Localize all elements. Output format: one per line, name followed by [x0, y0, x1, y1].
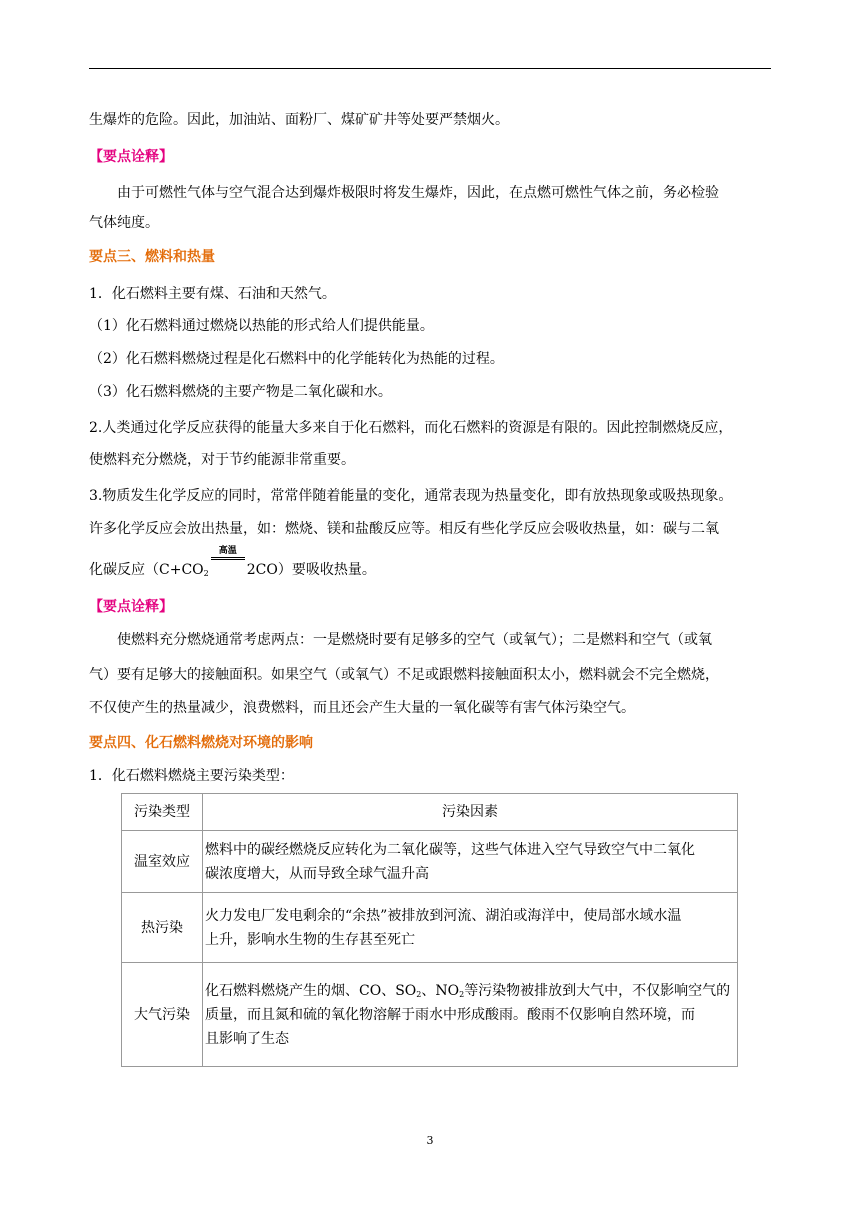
equation-suffix: 2CO）要吸收热量。 [246, 562, 376, 578]
pollution-table [121, 793, 738, 1067]
table-row [122, 831, 738, 893]
section-3-title: 要点三、燃料和热量 [89, 249, 215, 265]
factor-text: 化石燃料燃烧产生的烟、CO、SO [205, 982, 417, 999]
table-row [122, 963, 738, 1067]
line-1: 生爆炸的危险。因此，加油站、面粉厂、煤矿矿井等处要严禁烟火。 [89, 112, 509, 128]
factor-line: 且影响了生态 [205, 1030, 289, 1047]
factor-line: 燃料中的碳经燃烧反应转化为二氧化碳等，这些气体进入空气导致空气中二氧化 [205, 841, 695, 858]
item-1-3: （3）化石燃料燃烧的主要产物是二氧化碳和水。 [89, 384, 392, 400]
table-header-row [122, 794, 738, 831]
factor-line: 火力发电厂发电剩余的“余热”被排放到河流、湖泊或海洋中，使局部水域水温 [205, 907, 682, 924]
equation-prefix: 化碳反应（C+CO [89, 562, 204, 578]
page-number: 3 [426, 1134, 434, 1147]
item-3c [89, 546, 376, 580]
row-factor [203, 963, 738, 1067]
equation-bar-2 [211, 559, 245, 560]
equation-bar-1 [211, 557, 245, 558]
factor-line [205, 979, 735, 1003]
factor-line: 上升，影响水生物的生存甚至死亡 [205, 931, 415, 948]
heading-key-point-2: 【要点诠释】 [89, 599, 173, 615]
factor-text: 等污染物被排放到大气中，不仅影响空气的 [464, 982, 731, 999]
para-2a: 使燃料充分燃烧通常考虑两点：一是燃烧时要有足够多的空气（或氧气）；二是燃料和空气（或氧 [117, 632, 712, 648]
factor-line: 质量，而且氮和硫的氧化物溶解于雨水中形成酸雨。酸雨不仅影响自然环境，而 [205, 1006, 695, 1023]
para-2b: 气）要有足够大的接触面积。如果空气（或氧气）不足或跟燃料接触面积太小，燃料就会不完全燃烧， [89, 667, 719, 683]
item-1-2: （2）化石燃料燃烧过程是化石燃料中的化学能转化为热能的过程。 [89, 351, 504, 367]
para-1b: 气体纯度。 [89, 215, 159, 231]
factor-text: 、NO [421, 982, 460, 999]
factor-line: 碳浓度增大，从而导致全球气温升高 [205, 865, 429, 882]
header-type: 污染类型 [122, 794, 203, 831]
item-1: 1．化石燃料主要有煤、石油和天然气。 [89, 286, 336, 302]
row-factor [203, 831, 738, 893]
para-2c: 不仅使产生的热量减少，浪费燃料，而且还会产生大量的一氧化碳等有害气体污染空气。 [89, 700, 635, 716]
table-intro: 1．化石燃料燃烧主要污染类型： [89, 768, 294, 784]
equation-condition [209, 546, 247, 580]
condition-label: 高温 [218, 546, 237, 556]
equation-subscript: 2 [203, 569, 209, 578]
subscript: 2 [459, 989, 465, 999]
row-factor [203, 893, 738, 963]
row-type: 温室效应 [122, 831, 203, 893]
item-2b: 使燃料充分燃烧，对于节约能源非常重要。 [89, 452, 355, 468]
item-3b: 许多化学反应会放出热量，如：燃烧、镁和盐酸反应等。相反有些化学反应会吸收热量，如：碳与二氧 [89, 521, 719, 537]
para-1a: 由于可燃性气体与空气混合达到爆炸极限时将发生爆炸，因此，在点燃可燃性气体之前，务必检验 [117, 185, 719, 201]
subscript: 2 [416, 989, 422, 999]
row-type: 热污染 [122, 893, 203, 963]
heading-key-point-1: 【要点诠释】 [89, 149, 173, 165]
row-type: 大气污染 [122, 963, 203, 1067]
header-rule [89, 68, 771, 69]
item-3a: 3.物质发生化学反应的同时，常常伴随着能量的变化，通常表现为热量变化，即有放热现象或吸热现象。 [89, 488, 733, 504]
item-1-1: （1）化石燃料通过燃烧以热能的形式给人们提供能量。 [89, 318, 434, 334]
item-2a: 2.人类通过化学反应获得的能量大多来自于化石燃料，而化石燃料的资源是有限的。因此控制燃烧反应， [89, 420, 733, 436]
table-row [122, 893, 738, 963]
section-4-title: 要点四、化石燃料燃烧对环境的影响 [89, 735, 313, 751]
header-factor: 污染因素 [203, 794, 738, 831]
